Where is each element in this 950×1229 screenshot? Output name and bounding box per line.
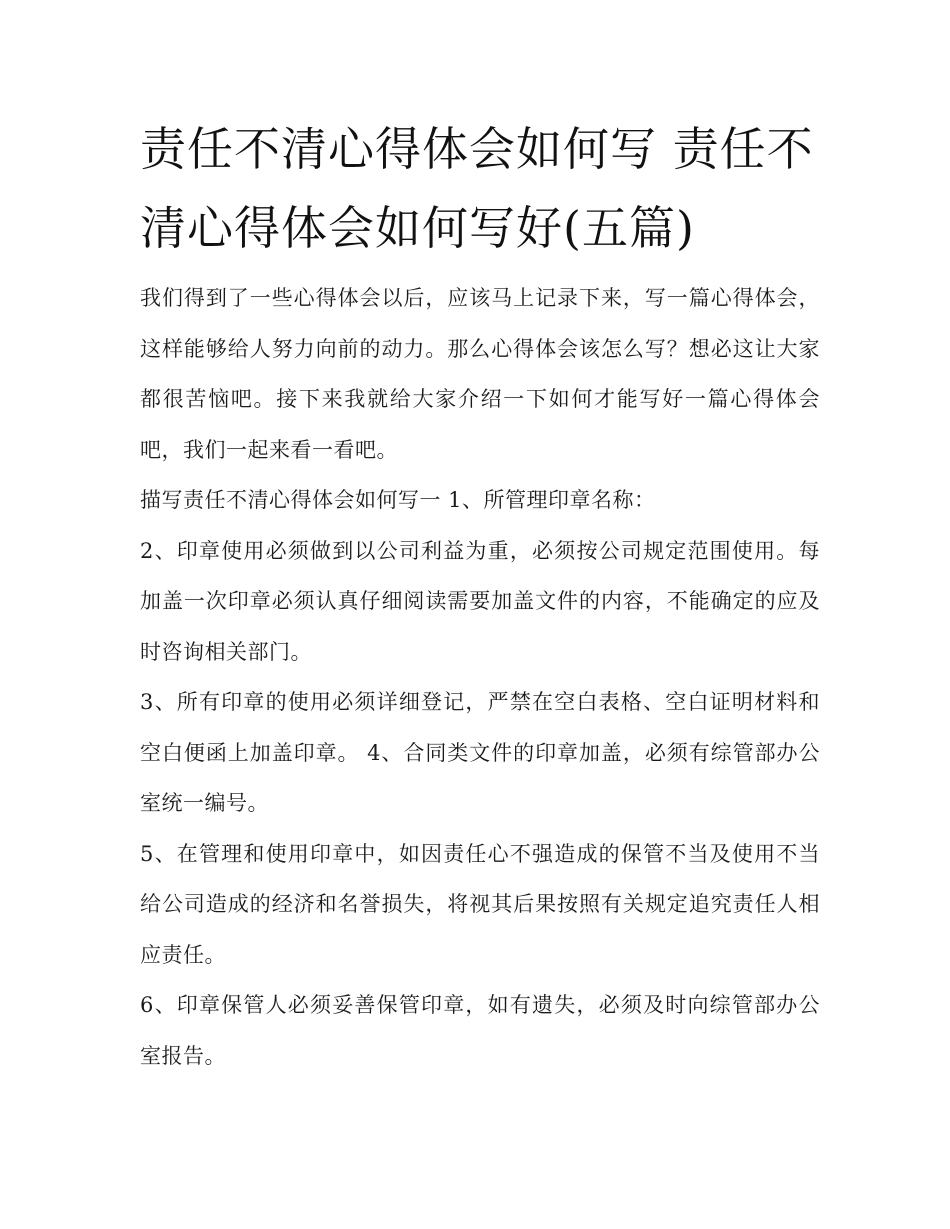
paragraph-item-1: 描写责任不清心得体会如何写一 1、所管理印章名称：: [140, 488, 656, 512]
paragraph-intro: 我们得到了一些心得体会以后，应该马上记录下来，写一篇心得体会，这样能够给人努力向前的动力。那么心得体会该怎么写？想必这让大家都很苦恼吧。接下来我就给大家介绍一下如何才能写好一篇心得体会吧，我们一起来看一看吧。: [140, 286, 820, 462]
document-body: [140, 110, 820, 1081]
paragraph-item-2: 2、印章使用必须做到以公司利益为重，必须按公司规定范围使用。每加盖一次印章必须认真仔细阅读需要加盖文件的内容，不能确定的应及时咨询相关部门。: [140, 538, 820, 664]
paragraph-item-3-4: 3、所有印章的使用必须详细登记，严禁在空白表格、空白证明材料和空白便函上加盖印章。 4、合同类文件的印章加盖，必须有综管部办公室统一编号。: [140, 690, 820, 815]
paragraph-item-6: 6、印章保管人必须妥善保管印章，如有遗失，必须及时向综管部办公室报告。: [140, 993, 820, 1068]
paragraph-item-5: 5、在管理和使用印章中，如因责任心不强造成的保管不当及使用不当给公司造成的经济和名誉损失，将视其后果按照有关规定追究责任人相应责任。: [140, 841, 820, 967]
document-title: 责任不清心得体会如何写 责任不清心得体会如何写好(五篇): [140, 122, 814, 255]
